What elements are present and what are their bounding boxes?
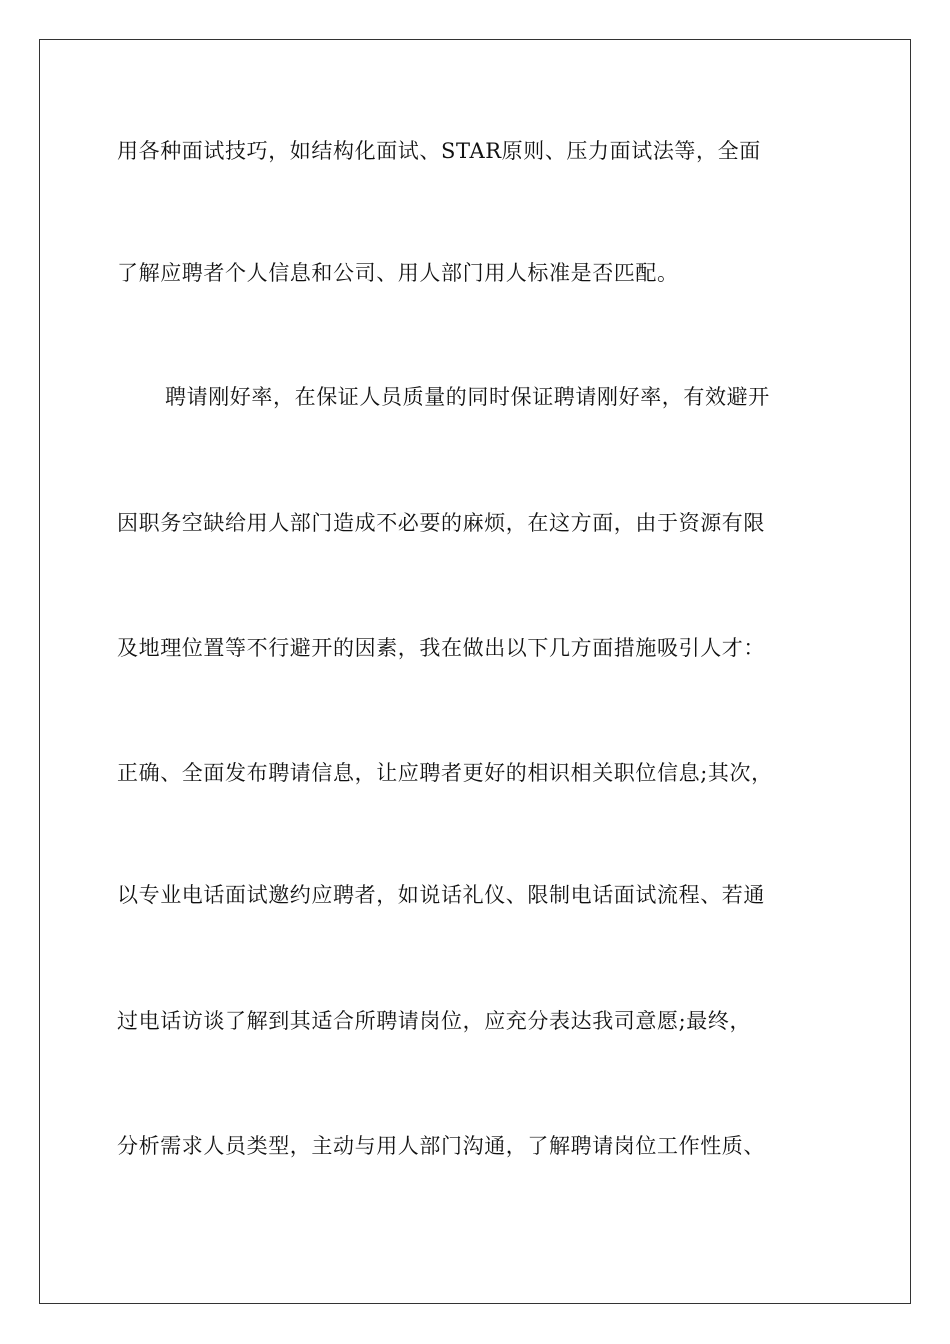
text-line-6: 正确、全面发布聘请信息，让应聘者更好的相识相关职位信息;其次， <box>117 761 773 785</box>
text-line-1: 用各种面试技巧，如结构化面试、STAR原则、压力面试法等，全面 <box>117 139 761 163</box>
text-line-4: 因职务空缺给用人部门造成不必要的麻烦，在这方面，由于资源有限 <box>117 511 765 535</box>
page-border <box>39 39 911 1304</box>
text-line-5: 及地理位置等不行避开的因素，我在做出以下几方面措施吸引人才： <box>117 636 765 660</box>
text-line-3: 聘请刚好率，在保证人员质量的同时保证聘请刚好率，有效避开 <box>165 385 770 409</box>
text-line-9: 分析需求人员类型，主动与用人部门沟通，了解聘请岗位工作性质、 <box>117 1134 765 1158</box>
text-line-2: 了解应聘者个人信息和公司、用人部门用人标准是否匹配。 <box>117 261 679 285</box>
text-line-7: 以专业电话面试邀约应聘者，如说话礼仪、限制电话面试流程、若通 <box>117 883 765 907</box>
text-line-8: 过电话访谈了解到其适合所聘请岗位，应充分表达我司意愿;最终， <box>117 1009 752 1033</box>
